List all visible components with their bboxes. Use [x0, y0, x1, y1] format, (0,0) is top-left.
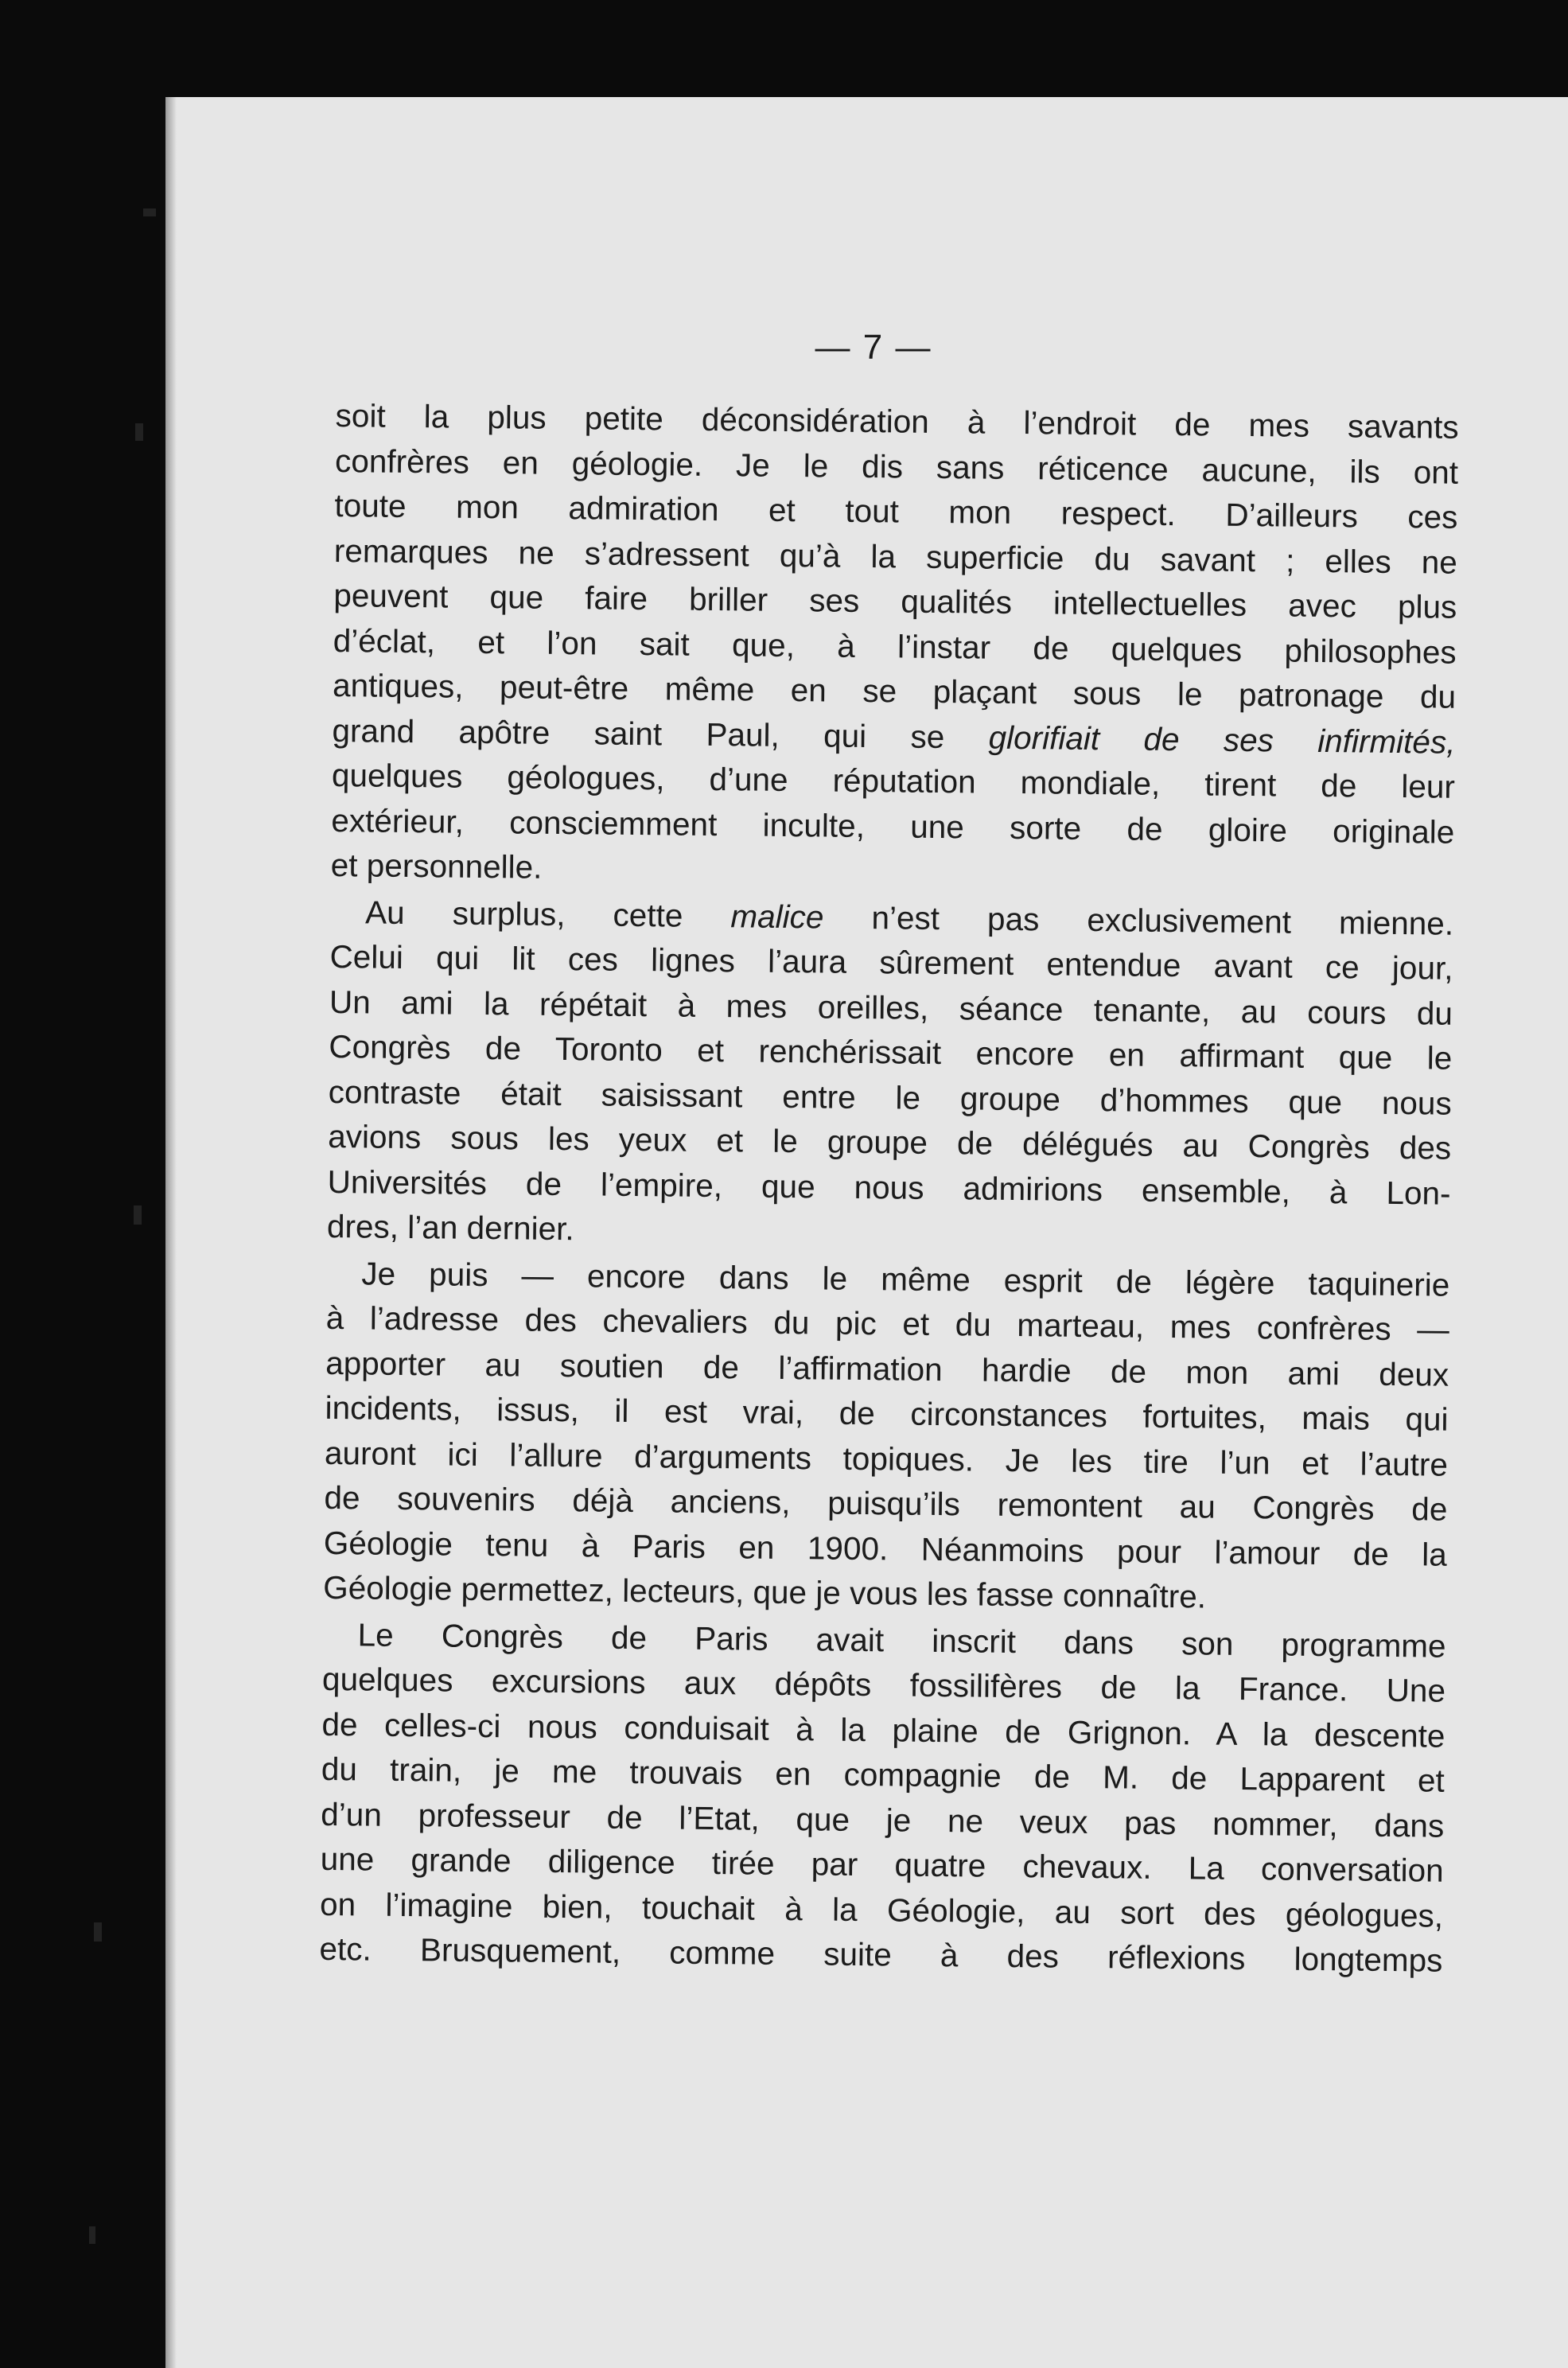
text-line: Universités de l’empire, que nous admirions ensemble, à Lon- [327, 1163, 1451, 1212]
scan-mark [134, 1205, 142, 1225]
text-line: Je puis — encore dans le même esprit de légère taquinerie [361, 1254, 1450, 1303]
text-run: grand apôtre saint Paul, qui se [332, 711, 989, 756]
text-run: Au surplus, cette [364, 893, 731, 934]
text-line: contraste était saisissant entre le groupe d’hommes que nous [328, 1073, 1452, 1122]
text-line: etc. Brusquement, comme suite à des réflexions longtemps [319, 1930, 1443, 1979]
text-line: remarques ne s’adressent qu’à la superficie du savant ; elles ne [333, 532, 1458, 581]
text-line: Le Congrès de Paris avait inscrit dans son programme [357, 1615, 1446, 1665]
scan-mark [143, 208, 156, 216]
text-line: Géologie tenu à Paris en 1900. Néanmoins pour l’amour de la [323, 1524, 1448, 1573]
text-line: d’un professeur de l’Etat, que je ne veux pas nommer, dans [321, 1795, 1445, 1844]
text-run: n’est pas exclusivement mienne. [823, 898, 1454, 942]
text-line: antiques, peut-être même en se plaçant sous le patronage du [332, 666, 1457, 715]
text-line: de celles-ci nous conduisait à la plaine de Grignon. A la descente [321, 1705, 1445, 1755]
text-line: quelques excursions aux dépôts fossilifères de la France. Une [321, 1660, 1446, 1709]
text-line: soit la plus petite déconsidération à l’endroit de mes savants [335, 396, 1459, 446]
text-line: avions sous les yeux et le groupe de délégués au Congrès des [327, 1117, 1452, 1166]
scan-mark [135, 423, 143, 441]
text-line: toute mon admiration et tout mon respect. D’ailleurs ces [334, 486, 1458, 536]
text-line: du train, je me trouvais en compagnie de M. de Lapparent et [321, 1750, 1445, 1799]
text-line: peuvent que faire briller ses qualités intellectuelles avec plus [333, 576, 1457, 625]
text-line: confrères en géologie. Je le dis sans réticence aucune, ils ont [334, 442, 1459, 491]
text-line: extérieur, consciemment inculte, une sorte de gloire originale [331, 801, 1455, 851]
book-page [165, 97, 1568, 2368]
text-line: auront ici l’allure d’arguments topiques. Je les tire l’un et l’autre [324, 1434, 1449, 1483]
text-line: à l’adresse des chevaliers du pic et du marteau, mes confrères — [325, 1299, 1449, 1348]
text-line: on l’imagine bien, touchait à la Géologie, au sort des géologues, [319, 1885, 1444, 1934]
text-line: dres, l’an dernier. [326, 1207, 574, 1248]
text-line: d’éclat, et l’on sait que, à l’instar de quelques philosophes [333, 621, 1457, 671]
text-line: Celui qui lit ces lignes l’aura sûrement entendue avant ce jour, [329, 937, 1453, 987]
text-line: quelques géologues, d’une réputation mondiale, tirent de leur [331, 756, 1456, 805]
page-edge-shadow [165, 97, 177, 2368]
italic-run: malice [730, 897, 824, 935]
scan-mark [89, 2226, 95, 2244]
text-line: de souvenirs déjà anciens, puisqu’ils remontent au Congrès de [324, 1478, 1448, 1528]
text-line: Congrès de Toronto et renchérissait encore en affirmant que le [329, 1027, 1453, 1077]
body-text [319, 393, 1459, 1983]
italic-run: glorifiait de ses infirmités, [988, 719, 1456, 761]
text-line: Un ami la répétait à mes oreilles, séance tenante, au cours du [329, 983, 1453, 1032]
text-line: Géologie permettez, lecteurs, que je vous les fasse connaître. [323, 1568, 1207, 1615]
text-line: et personnelle. [330, 846, 543, 886]
page-number: — 7 — [815, 328, 932, 367]
text-line: incidents, issus, il est vrai, de circonstances fortuites, mais qui [325, 1388, 1449, 1438]
scan-mark [94, 1922, 102, 1942]
text-line: apporter au soutien de l’affirmation hardie de mon ami deux [325, 1344, 1449, 1393]
text-line: une grande diligence tirée par quatre chevaux. La conversation [320, 1840, 1444, 1889]
